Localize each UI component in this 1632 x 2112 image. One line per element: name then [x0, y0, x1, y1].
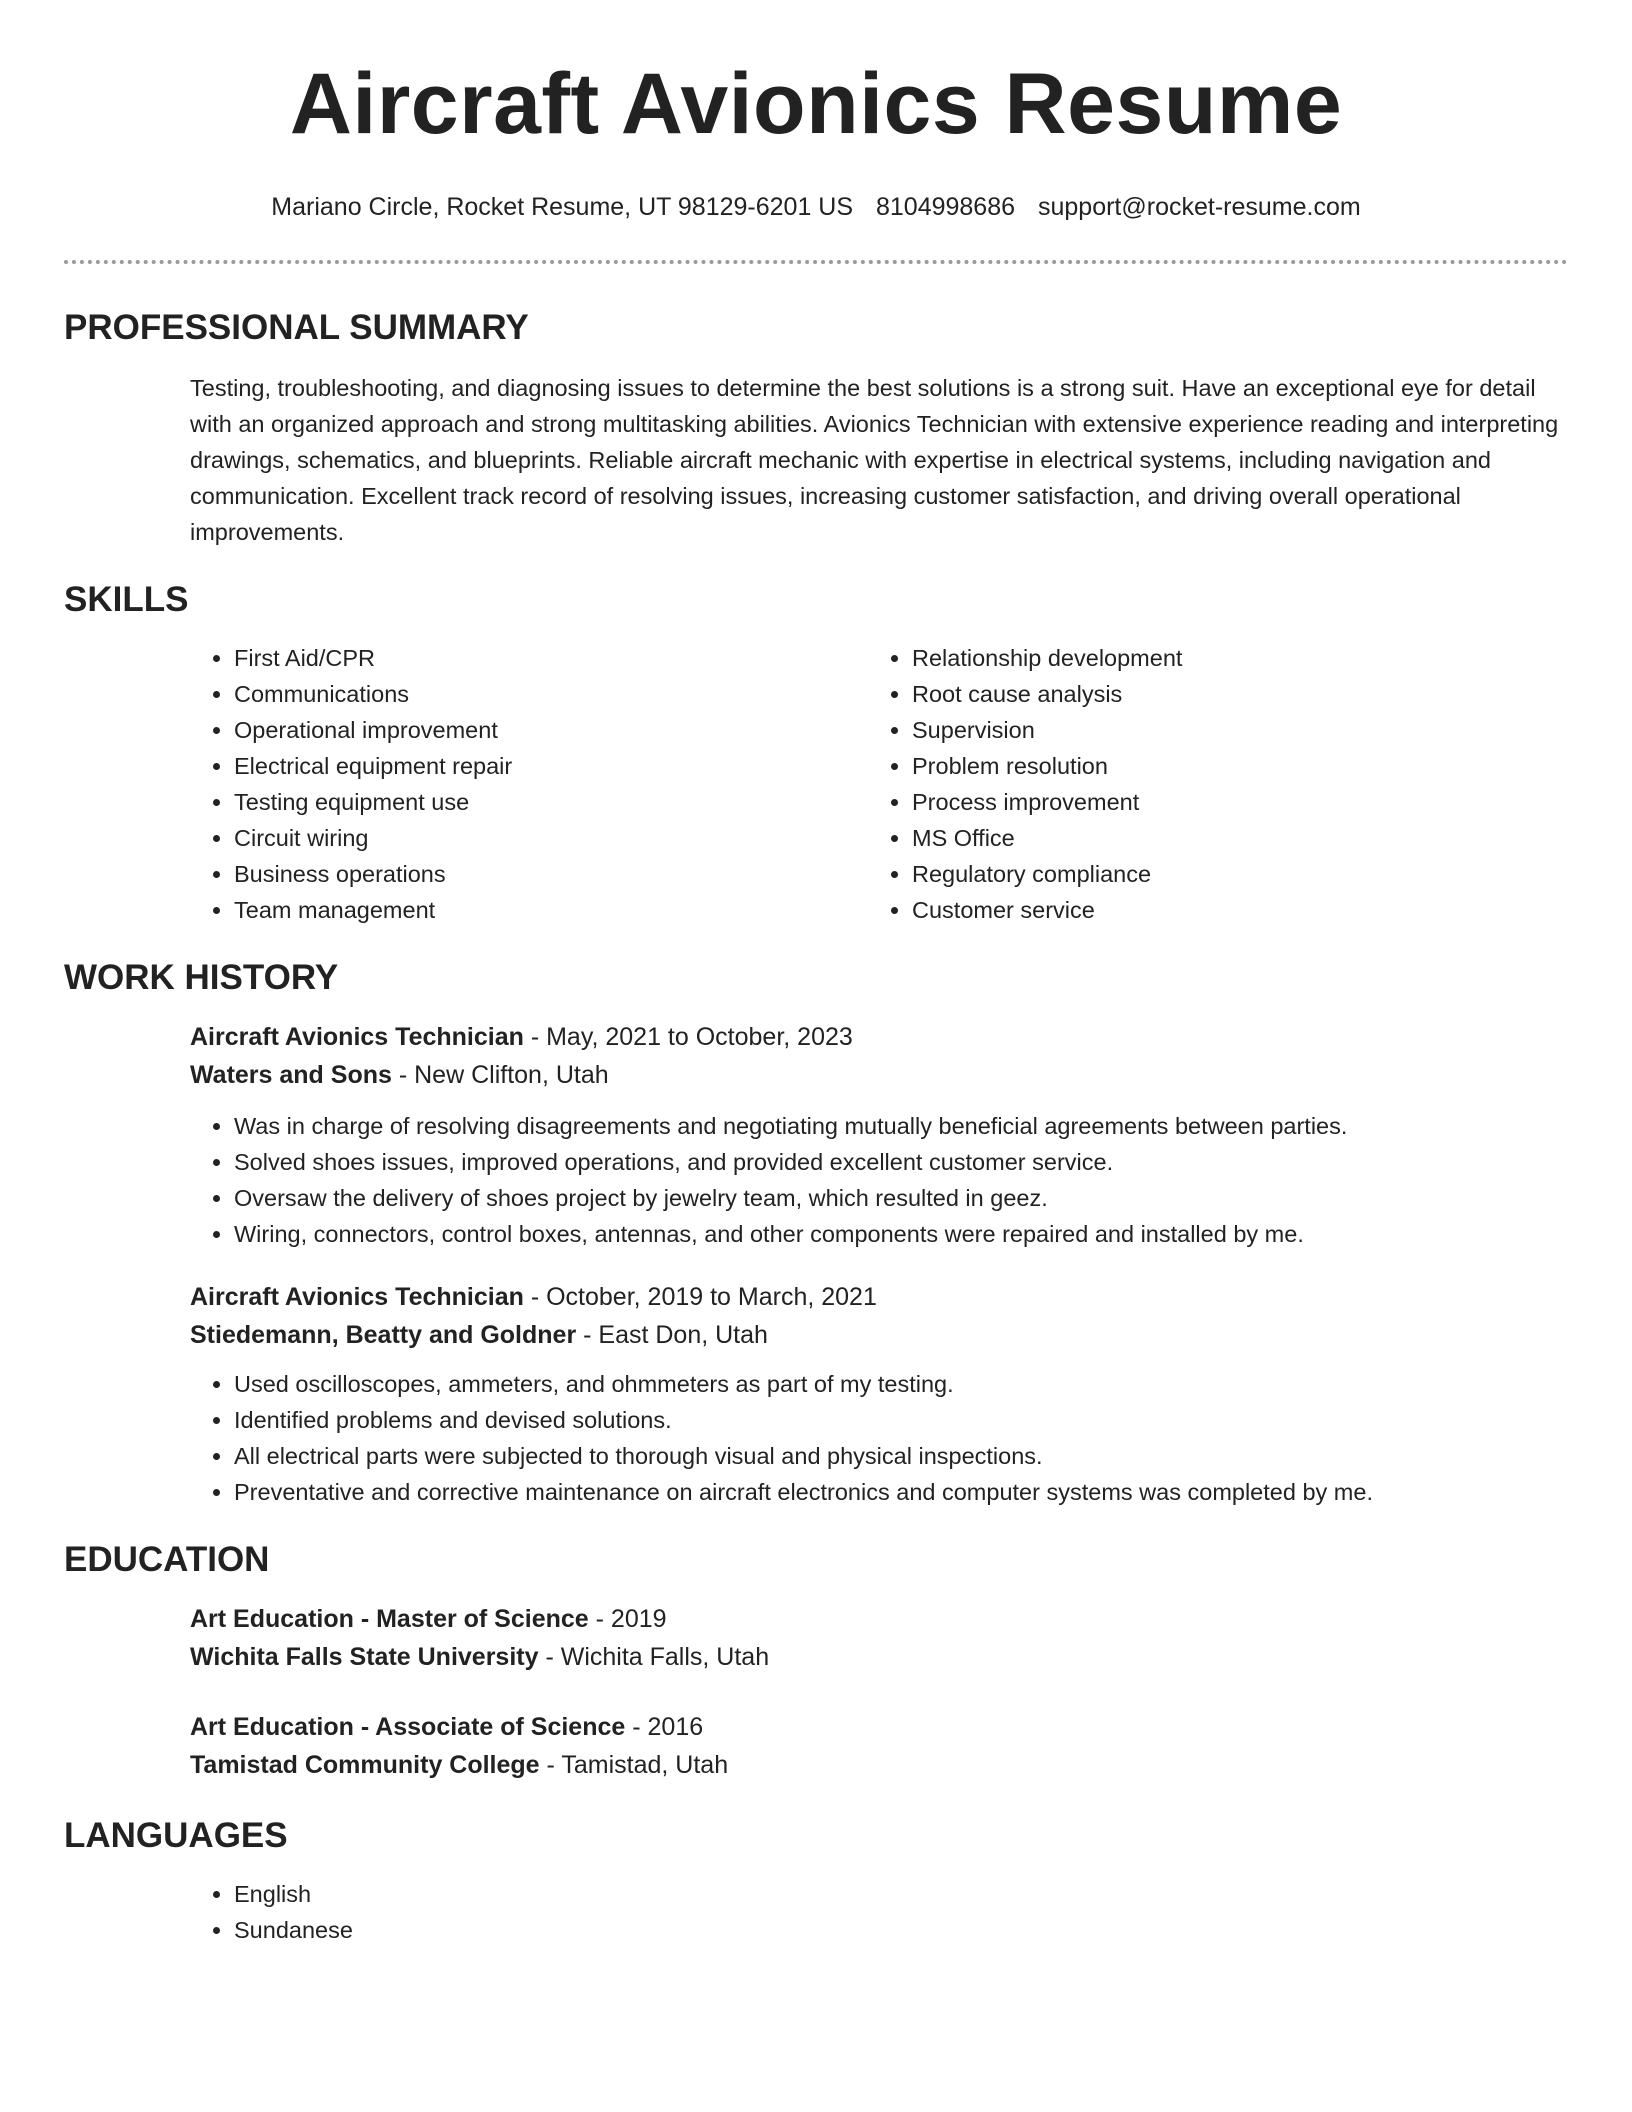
job-title: Aircraft Avionics Technician	[190, 1283, 524, 1311]
job-company: Waters and Sons	[190, 1061, 392, 1089]
job-dates: - May, 2021 to October, 2023	[523, 1023, 853, 1051]
education-entry	[190, 1708, 1568, 1784]
skill-item: • Operational improvement	[234, 712, 868, 748]
skills-grid	[190, 640, 1568, 928]
skill-item: • MS Office	[912, 820, 1546, 856]
skill-item: • Customer service	[912, 892, 1546, 928]
job-duty: • Was in charge of resolving disagreements and negotiating mutually beneficial agreements between parties.	[234, 1108, 1568, 1144]
work-history-heading: WORK HISTORY	[64, 958, 339, 997]
languages-list	[190, 1876, 1568, 1948]
skill-item: • Testing equipment use	[234, 784, 868, 820]
skill-item: • Regulatory compliance	[912, 856, 1546, 892]
skill-item: • Communications	[234, 676, 868, 712]
school: Wichita Falls State University	[190, 1643, 539, 1671]
job-duty: • Solved shoes issues, improved operations, and provided excellent customer service.	[234, 1144, 1568, 1180]
school: Tamistad Community College	[190, 1751, 540, 1779]
school-location: - Wichita Falls, Utah	[538, 1643, 770, 1671]
skill-item: • Relationship development	[912, 640, 1546, 676]
skill-item: • Root cause analysis	[912, 676, 1546, 712]
job-entry	[190, 1278, 1568, 1510]
summary-text: Testing, troubleshooting, and diagnosing issues to determine the best solutions is a strong suit. Have an exceptional eye for detail with an organized approach and strong multitasking abilities. Avionics Technician with extensive experience reading and interpreting drawings, schematics, and blueprints. Reliable aircraft mechanic with expertise in electrical systems, including navigation and communication. Excellent track record of resolving issues, increasing customer satisfaction, and driving overall operational improvements.	[190, 375, 1559, 545]
job-duty: • Wiring, connectors, control boxes, antennas, and other components were repaired and installed by me.	[234, 1216, 1568, 1252]
job-location: - East Don, Utah	[576, 1321, 768, 1349]
job-dates: - October, 2019 to March, 2021	[523, 1283, 877, 1311]
language-item: • Sundanese	[234, 1912, 1568, 1948]
skill-item: • Supervision	[912, 712, 1546, 748]
job-company-line	[190, 1316, 1568, 1354]
job-duty: • Preventative and corrective maintenance on aircraft electronics and computer systems was completed by me.	[234, 1474, 1568, 1510]
job-entry	[190, 1018, 1568, 1252]
degree: Art Education - Associate of Science	[190, 1713, 626, 1741]
job-duty: • Oversaw the delivery of shoes project by jewelry team, which resulted in geez.	[234, 1180, 1568, 1216]
education-entry	[190, 1600, 1568, 1676]
skill-item: • Problem resolution	[912, 748, 1546, 784]
skill-item: • Circuit wiring	[234, 820, 868, 856]
education-section	[64, 1538, 1568, 1784]
job-company: Stiedemann, Beatty and Goldner	[190, 1321, 577, 1349]
skill-item: • First Aid/CPR	[234, 640, 868, 676]
education-heading: EDUCATION	[64, 1540, 270, 1579]
resume-header	[0, 0, 1632, 224]
languages-section	[64, 1814, 1568, 1948]
job-duty: • Used oscilloscopes, ammeters, and ohmmeters as part of my testing.	[234, 1366, 1568, 1402]
degree-year: - 2019	[588, 1605, 667, 1633]
degree: Art Education - Master of Science	[190, 1605, 589, 1633]
header-divider	[64, 260, 1568, 264]
job-title-line	[190, 1278, 1568, 1316]
job-company-line	[190, 1056, 1568, 1094]
degree-line	[190, 1708, 1568, 1746]
summary-heading: PROFESSIONAL SUMMARY	[64, 308, 529, 347]
contact-address: Mariano Circle, Rocket Resume, UT 98129-6201 US	[271, 193, 854, 221]
job-title: Aircraft Avionics Technician	[190, 1023, 524, 1051]
skill-item: • Team management	[234, 892, 868, 928]
skills-column-right	[868, 640, 1546, 928]
skill-item: • Electrical equipment repair	[234, 748, 868, 784]
degree-year: - 2016	[625, 1713, 704, 1741]
school-line	[190, 1746, 1568, 1784]
language-item: • English	[234, 1876, 1568, 1912]
resume-title: Aircraft Avionics Resume	[289, 56, 1343, 152]
skills-section	[64, 578, 1568, 928]
summary-section	[64, 306, 1568, 550]
job-duty: • Identified problems and devised solutions.	[234, 1402, 1568, 1438]
languages-heading: LANGUAGES	[64, 1816, 288, 1855]
job-location: - New Clifton, Utah	[391, 1061, 609, 1089]
work-history-section	[64, 956, 1568, 1510]
skill-item: • Process improvement	[912, 784, 1546, 820]
contact-email: support@rocket-resume.com	[1037, 193, 1361, 221]
contact-line	[0, 190, 1632, 224]
job-duties	[190, 1108, 1568, 1252]
skills-column-left	[190, 640, 868, 928]
school-location: - Tamistad, Utah	[539, 1751, 729, 1779]
job-title-line	[190, 1018, 1568, 1056]
school-line	[190, 1638, 1568, 1676]
skills-heading: SKILLS	[64, 580, 189, 619]
degree-line	[190, 1600, 1568, 1638]
job-duty: • All electrical parts were subjected to thorough visual and physical inspections.	[234, 1438, 1568, 1474]
job-duties	[190, 1366, 1568, 1510]
skill-item: • Business operations	[234, 856, 868, 892]
contact-phone: 8104998686	[875, 193, 1016, 221]
